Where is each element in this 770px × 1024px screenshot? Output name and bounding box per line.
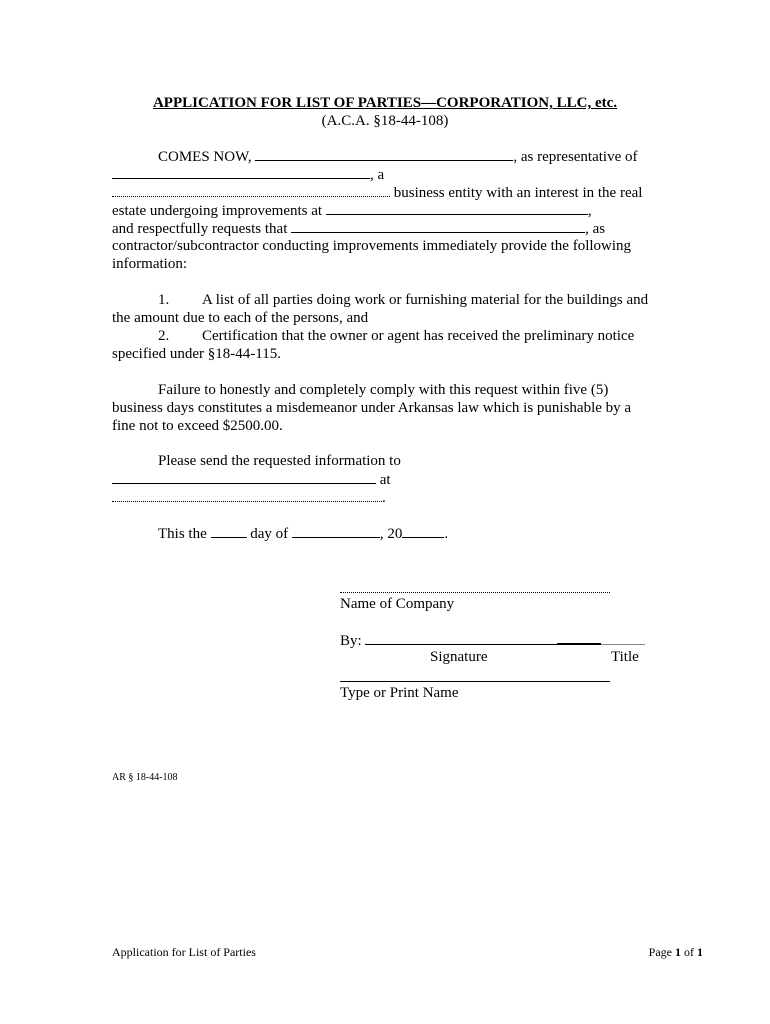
send-line-2 [112,470,391,488]
entity-name-line [112,165,384,183]
title-blank-bold[interactable] [557,630,601,645]
page-prefix: Page [648,945,675,959]
as-text: , as [585,221,606,237]
footer-page-number [649,945,703,959]
entity-type-line [112,183,642,201]
name-of-company-label: Name of Company [340,596,455,612]
send-line-3 [112,488,386,506]
requests-line [112,219,605,237]
page-of: of [681,945,697,959]
type-or-print-label: Type or Print Name [340,685,459,701]
a-text: , a [370,167,385,183]
contractor-line: contractor/subcontractor conducting improvements immediately provide the following [112,238,632,254]
signature-label: Signature [430,649,488,665]
date-line [158,524,448,542]
item-1-line-1 [158,291,648,309]
entity-name-blank[interactable] [112,165,370,179]
item-2-number: 2. [158,328,170,344]
failure-line-2: business days constitutes a misdemeanor under Arkansas law which is punishable by a [112,400,632,416]
estate-line [112,201,592,219]
failure-line-1: Failure to honestly and completely comply with this request within five (5) [158,382,609,398]
date-period: . [444,526,449,542]
by-text: By: [340,633,362,649]
property-address-blank[interactable] [326,201,588,215]
item-1-line-2: the amount due to each of the persons, and [112,310,369,326]
document-title: APPLICATION FOR LIST OF PARTIES—CORPORATION, LLC, etc. [152,95,618,111]
send-line-1: Please send the requested information to [158,453,401,469]
item-1-number: 1. [158,292,170,308]
page-current: 1 [675,945,681,959]
twenty-text: , 20 [379,526,403,542]
document-subtitle: (A.C.A. §18-44-108) [321,113,449,129]
comes-now-line [158,147,638,165]
as-representative-text: , as representative of [513,149,638,165]
requests-text: and respectfully requests that [112,221,288,237]
day-blank[interactable] [211,524,247,538]
item-1-text: A list of all parties doing work or furnishing material for the buildings and [202,292,649,308]
business-entity-text: business entity with an interest in the real [393,185,643,201]
title-label: Title [611,649,639,665]
comma-text: , [587,203,592,219]
page-total: 1 [697,945,703,959]
send-period: . [382,490,386,506]
day-of-text: day of [250,526,289,542]
by-line [340,630,645,648]
entity-type-blank[interactable] [112,183,390,197]
recipient-address-blank[interactable] [112,488,382,502]
statute-reference: AR § 18-44-108 [112,772,178,783]
footer-document-name: Application for List of Parties [112,945,256,959]
comes-now-text: COMES NOW, [158,149,252,165]
company-name-rule[interactable] [340,592,610,593]
title-blank[interactable] [601,631,645,645]
at-text: at [379,472,391,488]
estate-text: estate undergoing improvements at [112,203,323,219]
item-2-line-1 [158,327,634,345]
print-name-rule[interactable] [340,681,610,682]
year-blank[interactable] [402,524,444,538]
month-blank[interactable] [292,524,380,538]
item-2-text: Certification that the owner or agent has received the preliminary notice [202,328,635,344]
representative-name-blank[interactable] [255,147,513,161]
recipient-name-blank[interactable] [112,470,376,484]
signature-blank[interactable] [365,631,557,645]
item-2-line-2: specified under §18-44-115. [112,346,281,362]
failure-line-3: fine not to exceed $2500.00. [112,418,283,434]
contractor-name-blank[interactable] [291,219,585,233]
this-the-text: This the [158,526,207,542]
information-line: information: [112,256,187,272]
